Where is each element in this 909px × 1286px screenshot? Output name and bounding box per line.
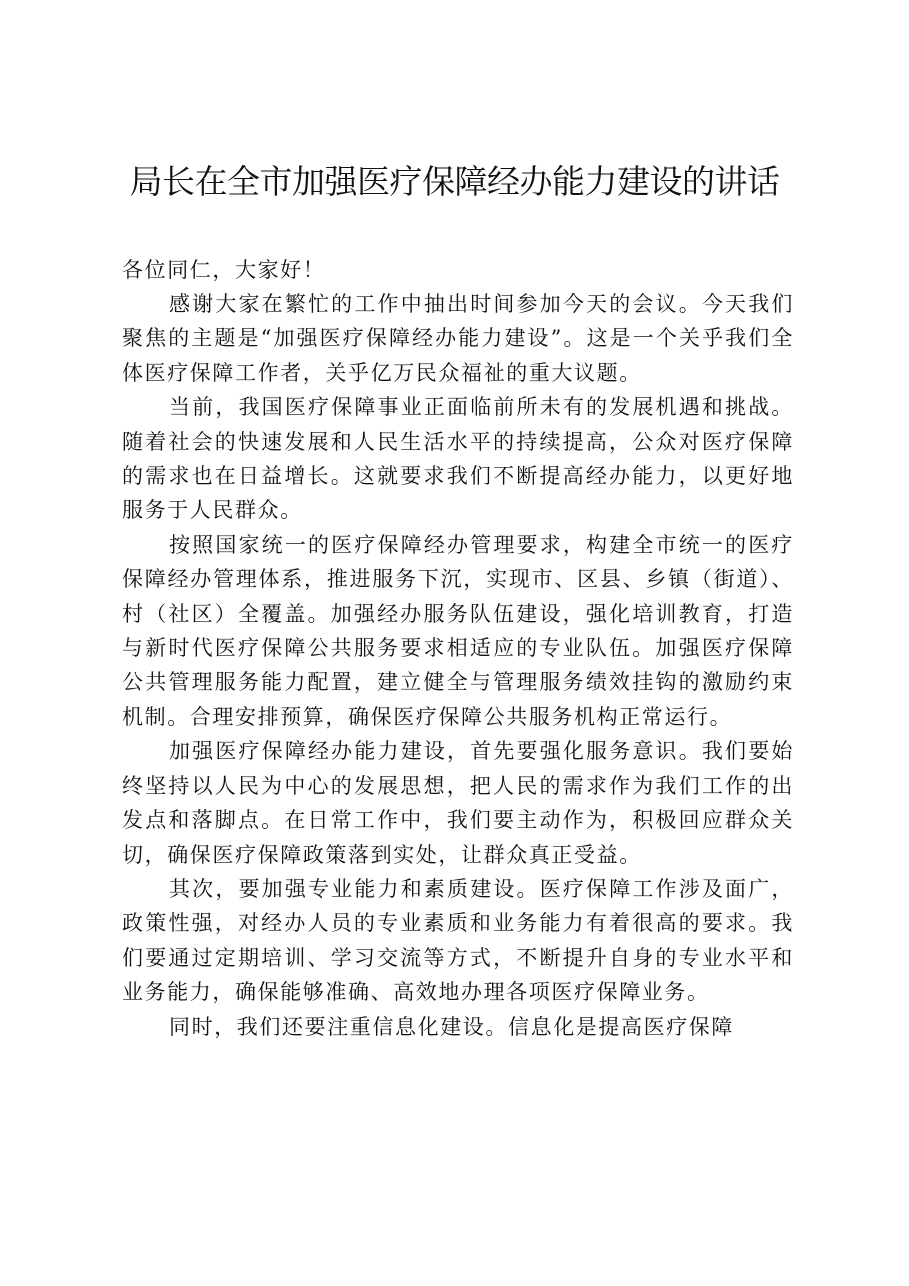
document-body [122,253,794,1044]
paragraph-2: 当前，我国医疗保障事业正面临前所未有的发展机遇和挑战。随着社会的快速发展和人民生活水平的持续提高，公众对医疗保障的需求也在日益增长。这就要求我们不断提高经办能力，以更好地服务于人民群众。 [122,395,794,523]
document-title: 局长在全市加强医疗保障经办能力建设的讲话 [129,162,780,201]
paragraph-1: 感谢大家在繁忙的工作中抽出时间参加今天的会议。今天我们聚焦的主题是“加强医疗保障经办能力建设”。这是一个关乎我们全体医疗保障工作者，关乎亿万民众福祉的重大议题。 [122,292,794,385]
paragraph-5: 其次，要加强专业能力和素质建设。医疗保障工作涉及面广，政策性强，对经办人员的专业素质和业务能力有着很高的要求。我们要通过定期培训、学习交流等方式，不断提升自身的专业水平和业务能力，确保能够准确、高效地办理各项医疗保障业务。 [122,876,794,1005]
paragraph-6: 同时，我们还要注重信息化建设。信息化是提高医疗保障 [169,1014,734,1039]
greeting: 各位同仁，大家好！ [122,258,326,282]
paragraph-4: 加强医疗保障经办能力建设，首先要强化服务意识。我们要始终坚持以人民为中心的发展思想，把人民的需求作为我们工作的出发点和落脚点。在日常工作中，我们要主动作为，积极回应群众关切，确保医疗保障政策落到实处，让群众真正受益。 [122,739,794,867]
paragraph-3: 按照国家统一的医疗保障经办管理要求，构建全市统一的医疗保障经办管理体系，推进服务下沉，实现市、区县、乡镇（街道）、村（社区）全覆盖。加强经办服务队伍建设，强化培训教育，打造与新时代医疗保障公共服务要求相适应的专业队伍。加强医疗保障公共管理服务能力配置，建立健全与管理服务绩效挂钩的激励约束机制。合理安排预算，确保医疗保障公共服务机构正常运行。 [122,532,794,729]
